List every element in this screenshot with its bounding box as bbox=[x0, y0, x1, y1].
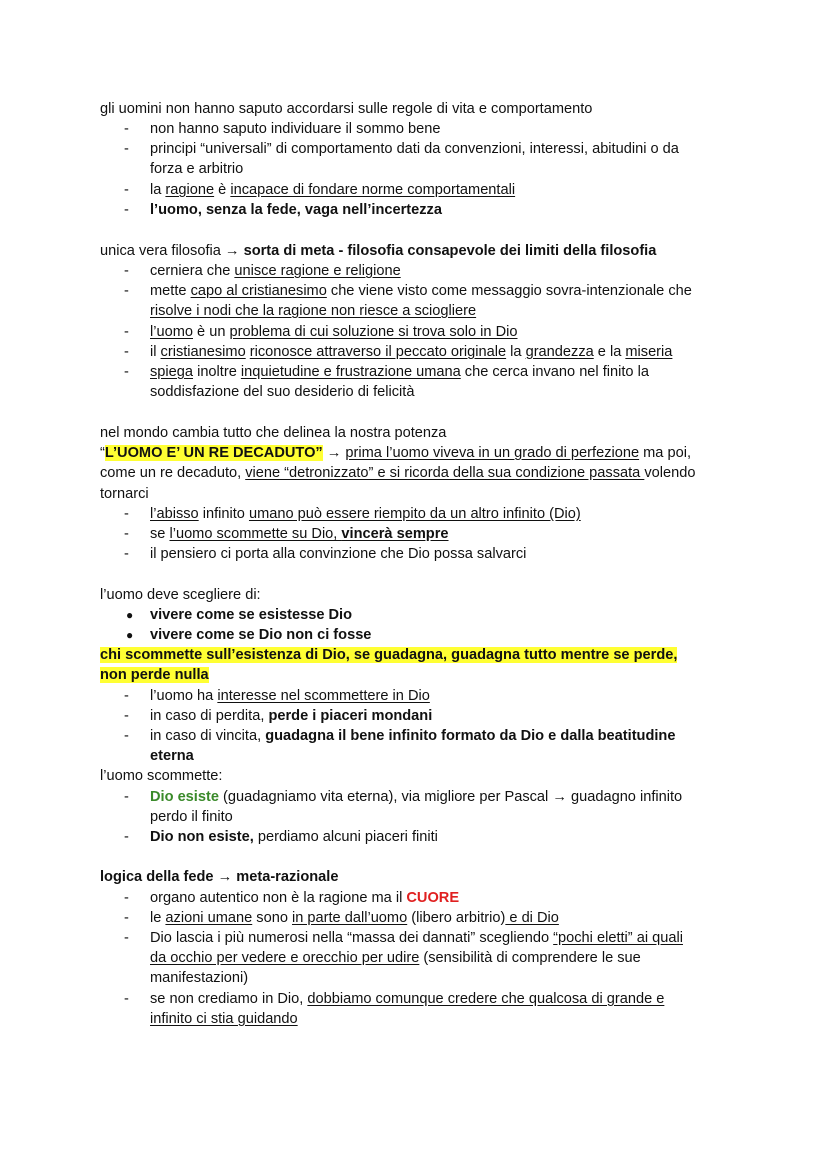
list-item: Dio non esiste, perdiamo alcuni piaceri finiti bbox=[150, 829, 438, 845]
list-item: l’uomo ha interesse nel scommettere in Dio bbox=[150, 688, 430, 704]
highlighted-line: non perde nulla bbox=[100, 667, 209, 683]
text-line: l’uomo deve scegliere di: bbox=[100, 587, 261, 603]
dash-marker: - bbox=[124, 283, 129, 299]
text-line: nel mondo cambia tutto che delinea la nostra potenza bbox=[100, 425, 447, 441]
dash-marker: - bbox=[124, 991, 129, 1007]
list-item: non hanno saputo individuare il sommo bene bbox=[150, 121, 441, 137]
text-line: unica vera filosofia → sorta di meta - filosofia consapevole dei limiti della filosofia bbox=[100, 243, 657, 259]
list-item: mette capo al cristianesimo che viene visto come messaggio sovra-intenzionale che bbox=[150, 283, 692, 299]
section-title: logica della fede → meta-razionale bbox=[100, 869, 339, 885]
list-item: il cristianesimo riconosce attraverso il peccato originale la grandezza e la miseria bbox=[150, 344, 673, 360]
list-item: l’uomo è un problema di cui soluzione si trova solo in Dio bbox=[150, 324, 518, 340]
dash-marker: - bbox=[124, 263, 129, 279]
list-item: organo autentico non è la ragione ma il CUORE bbox=[150, 890, 460, 906]
list-item: se l’uomo scommette su Dio, vincerà sempre bbox=[150, 526, 449, 542]
list-item: l’abisso infinito umano può essere riempito da un altro infinito (Dio) bbox=[150, 506, 581, 522]
dash-marker: - bbox=[124, 890, 129, 906]
dash-marker: - bbox=[124, 708, 129, 724]
list-item: principi “universali” di comportamento dati da convenzioni, interessi, abitudini o da bbox=[150, 141, 679, 157]
list-item: l’uomo, senza la fede, vaga nell’incertezza bbox=[150, 202, 442, 218]
dash-marker: - bbox=[124, 182, 129, 198]
dash-marker: - bbox=[124, 506, 129, 522]
text-line: “L’UOMO E’ UN RE DECADUTO” → prima l’uomo viveva in un grado di perfezione ma poi, bbox=[100, 445, 692, 461]
list-item: in caso di vincita, guadagna il bene infinito formato da Dio e dalla beatitudine bbox=[150, 728, 676, 744]
list-item: Dio lascia i più numerosi nella “massa dei dannati” scegliendo “pochi eletti” ai quali bbox=[150, 930, 683, 946]
bullet-marker: ● bbox=[126, 628, 134, 642]
list-item: cerniera che unisce ragione e religione bbox=[150, 263, 401, 279]
list-item: vivere come se Dio non ci fosse bbox=[150, 627, 372, 643]
list-item-continuation: infinito ci stia guidando bbox=[150, 1011, 298, 1027]
bullet-marker: ● bbox=[126, 608, 134, 622]
list-item: spiega inoltre inquietudine e frustrazione umana che cerca invano nel finito la bbox=[150, 364, 649, 380]
list-item: in caso di perdita, perde i piaceri mondani bbox=[150, 708, 433, 724]
dash-marker: - bbox=[124, 546, 129, 562]
list-item: la ragione è incapace di fondare norme comportamentali bbox=[150, 182, 516, 198]
text-line: come un re decaduto, viene “detronizzato” e si ricorda della sua condizione passata volendo bbox=[100, 465, 696, 481]
text-line: tornarci bbox=[100, 486, 149, 502]
dash-marker: - bbox=[124, 202, 129, 218]
list-item-continuation: eterna bbox=[150, 748, 194, 764]
dash-marker: - bbox=[124, 121, 129, 137]
dash-marker: - bbox=[124, 324, 129, 340]
dash-marker: - bbox=[124, 344, 129, 360]
list-item-continuation: da occhio per vedere e orecchio per udire (sensibilità di comprendere le sue bbox=[150, 950, 641, 966]
highlighted-line: chi scommette sull’esistenza di Dio, se guadagna, guadagna tutto mentre se perde, bbox=[100, 647, 678, 663]
text-line: gli uomini non hanno saputo accordarsi sulle regole di vita e comportamento bbox=[100, 101, 593, 117]
dash-marker: - bbox=[124, 141, 129, 157]
list-item-continuation: soddisfazione del suo desiderio di felicità bbox=[150, 384, 415, 400]
list-item-continuation: manifestazioni) bbox=[150, 970, 249, 986]
list-item-continuation: forza e arbitrio bbox=[150, 161, 244, 177]
dash-marker: - bbox=[124, 364, 129, 380]
list-item-continuation: perdo il finito bbox=[150, 809, 233, 825]
list-item: se non crediamo in Dio, dobbiamo comunque credere che qualcosa di grande e bbox=[150, 991, 665, 1007]
dash-marker: - bbox=[124, 526, 129, 542]
dash-marker: - bbox=[124, 688, 129, 704]
dash-marker: - bbox=[124, 829, 129, 845]
list-item: il pensiero ci porta alla convinzione che Dio possa salvarci bbox=[150, 546, 527, 562]
list-item: le azioni umane sono in parte dall’uomo (libero arbitrio) e di Dio bbox=[150, 910, 559, 926]
dash-marker: - bbox=[124, 910, 129, 926]
list-item: vivere come se esistesse Dio bbox=[150, 607, 353, 623]
dash-marker: - bbox=[124, 930, 129, 946]
list-item: Dio esiste (guadagniamo vita eterna), via migliore per Pascal → guadagno infinito bbox=[150, 789, 683, 805]
dash-marker: - bbox=[124, 728, 129, 744]
list-item-continuation: risolve i nodi che la ragione non riesce a sciogliere bbox=[150, 303, 477, 319]
dash-marker: - bbox=[124, 789, 129, 805]
text-line: l’uomo scommette: bbox=[100, 768, 223, 784]
